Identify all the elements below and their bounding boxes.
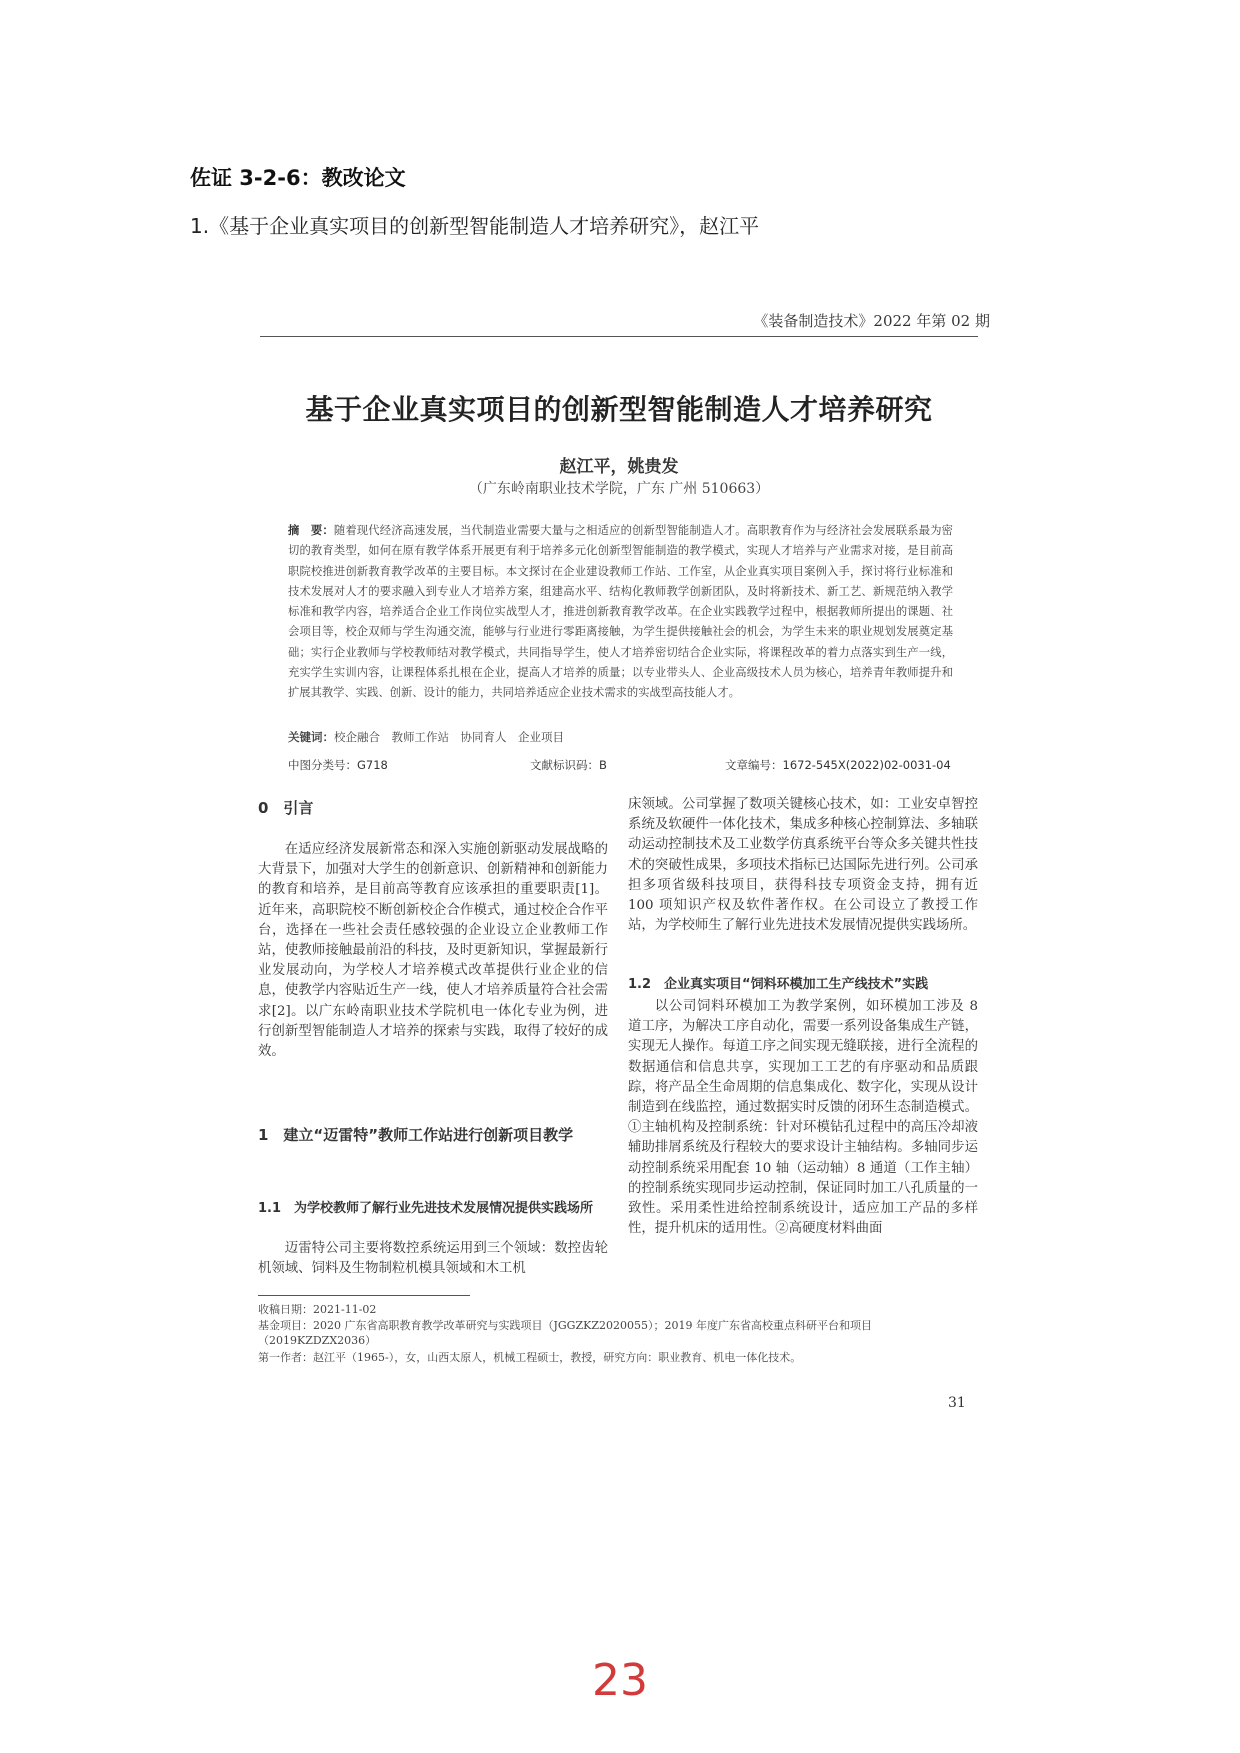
evidence-item: 1.《基于企业真实项目的创新型智能制造人才培养研究》，赵江平 — [190, 214, 760, 238]
journal-name: 《装备制造技术》2022 年第 02 期 — [753, 312, 990, 330]
received-date: 收稿日期：2021-11-02 — [258, 1303, 377, 1316]
section-1-2-title: 1.2 企业真实项目“饲料环模加工生产线技术”实践 — [628, 977, 929, 992]
section-1-1-text: 迈雷特公司主要将数控系统运用到三个领域：数控齿轮机领域、饲料及生物制粒机模具领域和木工机 — [258, 1241, 608, 1277]
fund-info: 基金项目：2020 广东省高职教育教学改革研究与实践项目（JGGZKZ2020055）；2019 年度广东省高校重点科研平台和项目（2019KZDZX2036） — [258, 1319, 872, 1347]
clc-number: 中图分类号：G718 — [288, 758, 388, 772]
paper-authors: 赵江平，姚贵发 — [559, 457, 679, 477]
keywords-text: 校企融合 教师工作站 协同育人 企业项目 — [334, 730, 564, 744]
evidence-title: 佐证 3-2-6：教改论文 — [190, 166, 406, 190]
right-column-text-a: 床领域。公司掌握了数项关键核心技术，如：工业安卓智控系统及软硬件一体化技术，集成多种核心控制算法、多轴联动运动控制技术及工业数学仿真系统平台等众多关键共性技术的突破性成果，多项技术指标已达国际先进行列。公司承担多项省级科技项目，获得科技专项资金支持，拥有近 100 项知识产权及软件著作权。在公司设立了教授工作站，为学校师生了解行业先进技术发展情况提供实践场所。 — [628, 797, 978, 934]
first-author-info: 第一作者：赵江平（1965-），女，山西太原人，机械工程硕士，教授，研究方向：职业教育、机电一体化技术。 — [258, 1351, 802, 1364]
document-code: 文献标识码：B — [530, 758, 607, 772]
keywords-label: 关键词： — [288, 730, 334, 744]
paper-title: 基于企业真实项目的创新型智能制造人才培养研究 — [305, 393, 933, 426]
section-0-text: 在适应经济发展新常态和深入实施创新驱动发展战略的大背景下，加强对大学生的创新意识、创新精神和创新能力的教育和培养，是目前高等教育应该承担的重要职责[1]。近年来，高职院校不断创新校企合作模式，通过校企合作平台，选择在一些社会责任感较强的企业设立企业教师工作站，使教师接触最前沿的科技，及时更新知识，掌握最新行业发展动向，为学校人才培养模式改革提供行业企业的信息，使教学内容贴近生产一线，使人才培养质量符合社会需求[2]。以广东岭南职业技术学院机电一体化专业为例，进行创新型智能制造人才培养的探索与实践，取得了较好的成效。 — [258, 842, 608, 1060]
paper-affiliation: （广东岭南职业技术学院，广东 广州 510663） — [468, 481, 770, 497]
abstract-text: 随着现代经济高速发展，当代制造业需要大量与之相适应的创新型智能制造人才。高职教育作为与经济社会发展联系最为密切的教育类型，如何在原有教学体系开展更有利于培养多元化创新型智能制造的教学模式，实现人才培养与产业需求对接，是目前高职院校推进创新教育教学改革的主要目标。本文探讨在企业建设教师工作站、工作室，从企业真实项目案例入手，探讨将行业标准和技术发展对人才的要求融入到专业人才培养方案，组建高水平、结构化教师教学创新团队，及时将新技术、新工艺、新规范纳入教学标准和教学内容，培养适合企业工作岗位实战型人才，推进创新教育教学改革。在企业实践教学过程中，根据教师所提出的课题、社会项目等，校企双师与学生沟通交流，能够与行业进行零距离接触，为学生提供接触社会的机会，为学生未来的职业规划发展奠定基础；实行企业教师与学校教师结对教学模式，共同指导学生，使人才培养密切结合企业实际，将课程改革的着力点落实到生产一线，充实学生实训内容，让课程体系扎根在企业，提高人才培养的质量；以专业带头人、企业高级技术人员为核心，培养青年教师提升和扩展其教学、实践、创新、设计的能力，共同培养适应企业技术需求的实战型高技能人才。 — [288, 524, 953, 700]
journal-page-number: 31 — [948, 1395, 966, 1411]
section-0-title: 0 引言 — [258, 799, 314, 817]
footnote-rule — [258, 1295, 470, 1296]
section-1-1-title: 1.1 为学校教师了解行业先进技术发展情况提供实践场所 — [258, 1201, 594, 1216]
document-page-number: 23 — [592, 1655, 648, 1706]
abstract-label: 摘 要： — [288, 523, 334, 537]
article-number: 文章编号：1672-545X(2022)02-0031-04 — [725, 758, 951, 772]
abstract — [288, 520, 953, 704]
header-rule — [260, 336, 978, 337]
keywords — [288, 729, 953, 745]
section-1-title: 1 建立“迈雷特”教师工作站进行创新项目教学 — [258, 1126, 574, 1144]
right-column-text-b: 以公司饲料环模加工为教学案例，如环模加工涉及 8 道工序，为解决工序自动化，需要一系列设备集成生产链，实现无人操作。每道工序之间实现无缝联接，进行全流程的数据通信和信息共享，实现加工工艺的有序驱动和品质跟踪，将产品全生命周期的信息集成化、数字化，实现从设计制造到在线监控，通过数据实时反馈的闭环生态制造模式。①主轴机构及控制系统：针对环模钻孔过程中的高压冷却液辅助排屑系统及行程较大的要求设计主轴结构。多轴同步运动控制系统采用配套 10 轴（运动轴）8 通道（工作主轴）的控制系统实现同步运动控制，保证同时加工八孔质量的一致性。采用柔性进给控制系统设计，适应加工产品的多样性，提升机床的适用性。②高硬度材料曲面 — [628, 999, 978, 1237]
